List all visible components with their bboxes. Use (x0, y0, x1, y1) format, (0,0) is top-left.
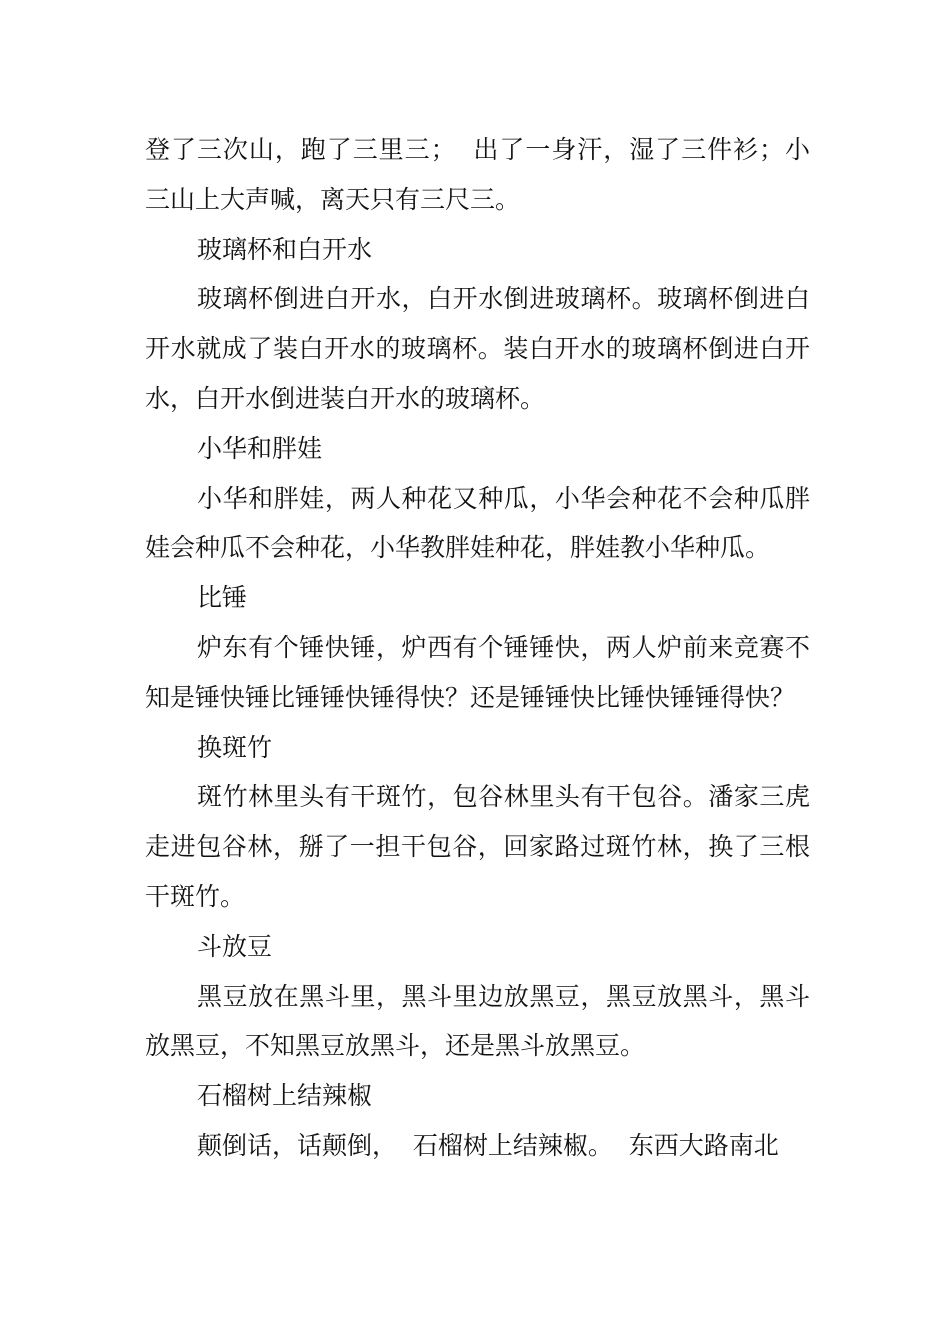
document-body (145, 125, 810, 1171)
section-title-xiaohua: 小华和胖娃 (197, 433, 323, 463)
paragraph-glass-cup: 玻璃杯倒进白开水，白开水倒进玻璃杯。玻璃杯倒进白开水就成了装白开水的玻璃杯。装白开水的玻璃杯倒进白开水，白开水倒进装白开水的玻璃杯。 (145, 284, 810, 413)
paragraph-pomegranate: 颠倒话，话颠倒， 石榴树上结辣椒。 东西大路南北 (197, 1130, 779, 1160)
section-title-bamboo: 换斑竹 (197, 732, 273, 762)
section-title-glass-cup: 玻璃杯和白开水 (197, 234, 373, 264)
section-title-beans: 斗放豆 (197, 931, 273, 961)
paragraph-bamboo: 斑竹林里头有干斑竹，包谷林里头有干包谷。潘家三虎走进包谷林，掰了一担干包谷，回家路过斑竹林，换了三根干斑竹。 (145, 782, 810, 911)
section-title-pomegranate: 石榴树上结辣椒 (197, 1081, 373, 1111)
paragraph-beans: 黑豆放在黑斗里，黑斗里边放黑豆，黑豆放黑斗，黑斗放黑豆，不知黑豆放黑斗，还是黑斗放黑豆。 (145, 981, 810, 1061)
paragraph-xiaohua: 小华和胖娃，两人种花又种瓜，小华会种花不会种瓜胖娃会种瓜不会种花，小华教胖娃种花，胖娃教小华种瓜。 (145, 483, 810, 563)
paragraph-hammer: 炉东有个锤快锤，炉西有个锤锤快，两人炉前来竞赛不知是锤快锤比锤锤快锤得快？还是锤锤快比锤快锤锤得快？ (145, 632, 810, 712)
section-title-hammer: 比锤 (197, 583, 248, 613)
paragraph-intro: 登了三次山，跑了三里三； 出了一身汗，湿了三件衫；小三山上大声喊，离天只有三尺三。 (145, 135, 810, 214)
